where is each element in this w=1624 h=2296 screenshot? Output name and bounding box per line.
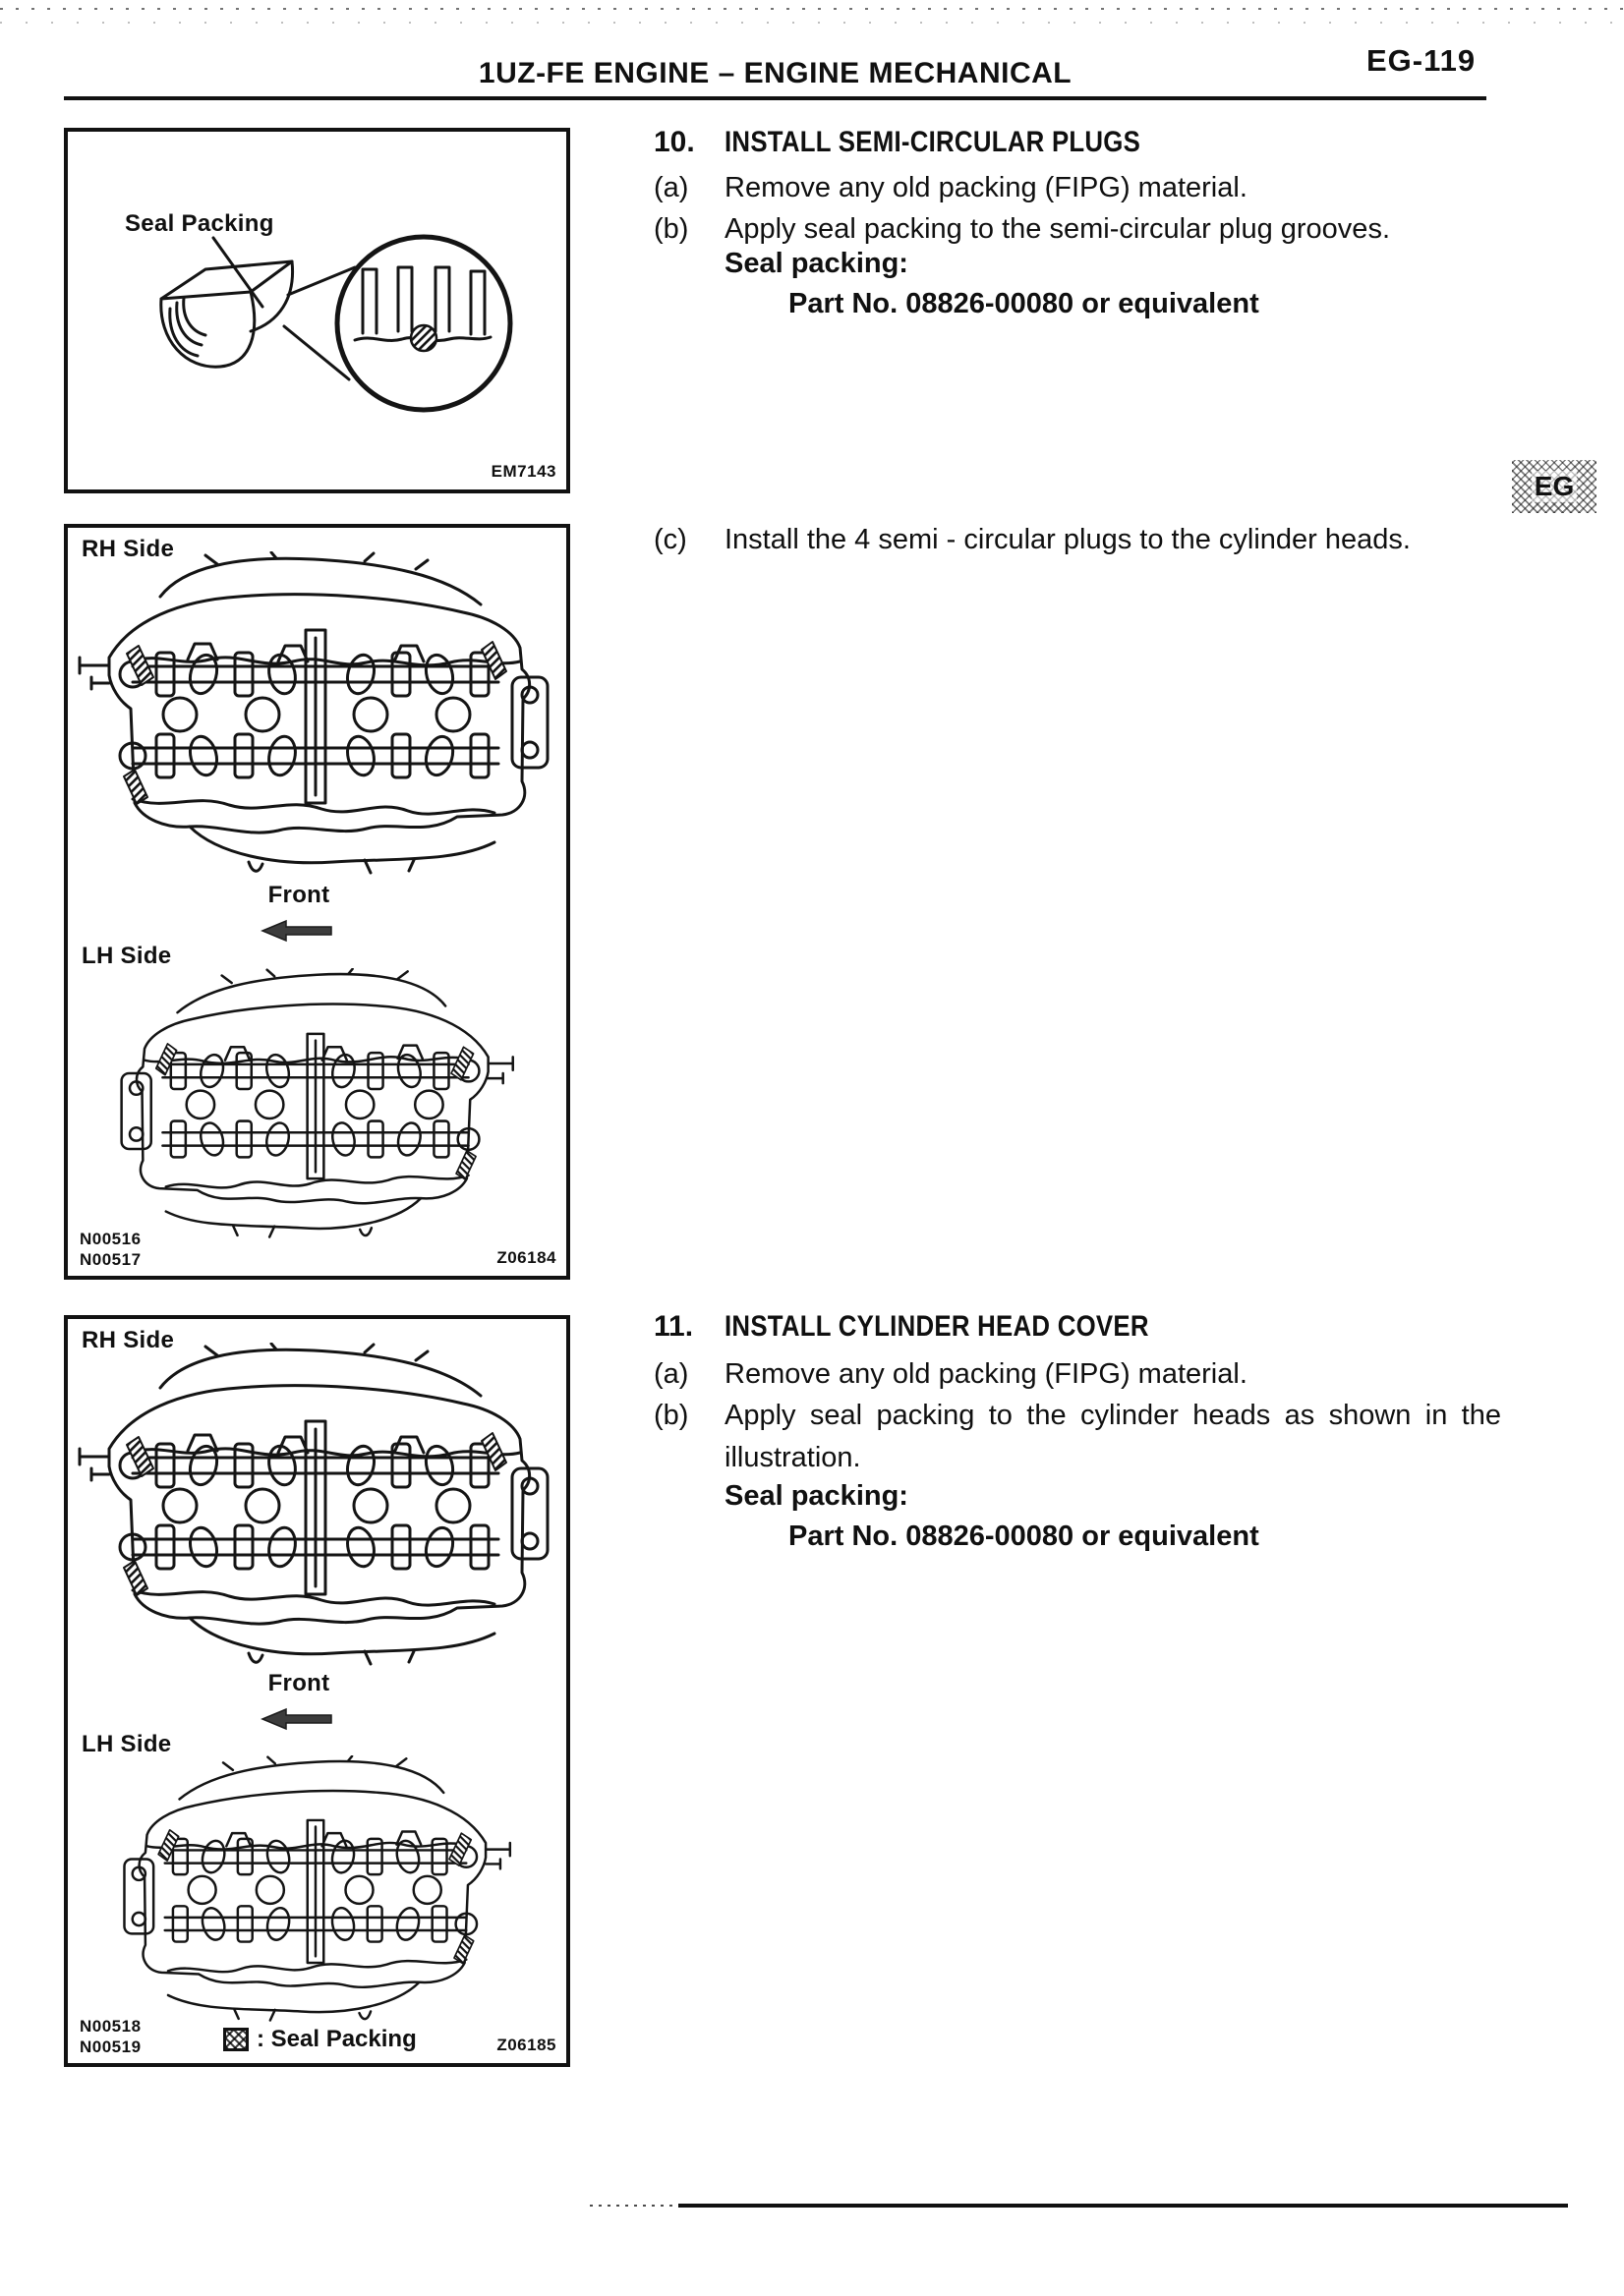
- seal-packing-legend: [223, 2026, 417, 2053]
- figure2-lh-label: LH Side: [82, 943, 172, 969]
- section-10-step-a: [654, 167, 1501, 209]
- step-b-text: Apply seal packing to the cylinder heads as shown in the illustration.: [725, 1400, 1501, 1473]
- figure1-callout-label: Seal Packing: [125, 210, 274, 237]
- section-edge-tab: [1512, 460, 1596, 513]
- step-a-text: Remove any old packing (FIPG) material.: [725, 1358, 1247, 1390]
- section-10-heading: [654, 126, 1208, 159]
- step-a-label: (a): [654, 172, 689, 203]
- figure1-code: EM7143: [491, 462, 556, 481]
- section-11-step-b: [654, 1395, 1501, 1479]
- engine-rh-top-view: [70, 551, 561, 933]
- scan-noise-line: [0, 8, 1624, 10]
- section-10-step-c: [654, 519, 1501, 561]
- section-11-number: 11.: [654, 1310, 694, 1343]
- front-label: Front: [267, 1670, 330, 1696]
- figure2-code: Z06184: [496, 1248, 556, 1267]
- page-header-title: 1UZ-FE ENGINE – ENGINE MECHANICAL: [478, 57, 1073, 89]
- figure3-rh-label: RH Side: [82, 1327, 175, 1353]
- engine-lh-top-view: [70, 1755, 561, 2023]
- step-c-label: (c): [654, 524, 687, 555]
- scan-noise-line-2: [0, 22, 1624, 24]
- section-10-title: INSTALL SEMI-CIRCULAR PLUGS: [725, 126, 1141, 158]
- step-c-text: Install the 4 semi - circular plugs to the cylinder heads.: [725, 524, 1411, 555]
- step-b-label: (b): [654, 1400, 689, 1431]
- bottom-rule: [678, 2204, 1568, 2208]
- section-11-heading: [654, 1310, 1218, 1344]
- section-10-part-no: Part No. 08826-00080 or equivalent: [788, 288, 1259, 319]
- figure2-rh-label: RH Side: [82, 536, 175, 562]
- front-arrow-icon: [261, 919, 335, 943]
- figure2-id-codes: [80, 1230, 142, 1270]
- front-indicator: [215, 882, 382, 909]
- seal-packing-legend-text: : Seal Packing: [257, 2026, 417, 2052]
- figure2-id-code-2: N00517: [80, 1249, 142, 1269]
- figure3-code: Z06185: [496, 2036, 556, 2054]
- header-rule: [64, 96, 1486, 100]
- section-11-step-a: [654, 1353, 1501, 1396]
- step-a-text: Remove any old packing (FIPG) material.: [725, 172, 1247, 203]
- section-11-part-no: Part No. 08826-00080 or equivalent: [788, 1521, 1259, 1552]
- step-a-label: (a): [654, 1358, 689, 1390]
- front-arrow-icon: [261, 1707, 335, 1731]
- section-edge-tab-label: EG: [1532, 471, 1577, 502]
- page-number: EG-119: [1366, 43, 1477, 78]
- step-b-label: (b): [654, 213, 689, 245]
- figure3-lh-label: LH Side: [82, 1731, 172, 1757]
- figure-seal-packing-plug: [64, 128, 570, 493]
- section-11-seal-packing-label: Seal packing:: [725, 1480, 908, 1512]
- figure-cylinder-head-seal-packing: [64, 1315, 570, 2067]
- bottom-rule-dotted: [590, 2205, 676, 2207]
- figure-semi-circular-plug-install: [64, 524, 570, 1280]
- step-b-text: Apply seal packing to the semi-circular plug grooves.: [725, 213, 1390, 245]
- figure3-id-code-1: N00518: [80, 2017, 142, 2037]
- seal-packing-swatch-icon: [223, 2028, 249, 2051]
- engine-rh-top-view: [70, 1343, 561, 1720]
- front-label: Front: [267, 882, 330, 908]
- section-11-title: INSTALL CYLINDER HEAD COVER: [725, 1310, 1149, 1343]
- figure3-id-code-2: N00519: [80, 2037, 142, 2056]
- section-10-number: 10.: [654, 126, 695, 158]
- front-indicator: [215, 1670, 382, 1697]
- section-10-seal-packing-label: Seal packing:: [725, 248, 908, 279]
- figure2-id-code-1: N00516: [80, 1230, 142, 1249]
- figure3-id-codes: [80, 2017, 142, 2057]
- engine-lh-top-view: [70, 968, 561, 1239]
- section-10-step-b: [654, 208, 1501, 251]
- semi-circular-plug-drawing: [68, 132, 558, 482]
